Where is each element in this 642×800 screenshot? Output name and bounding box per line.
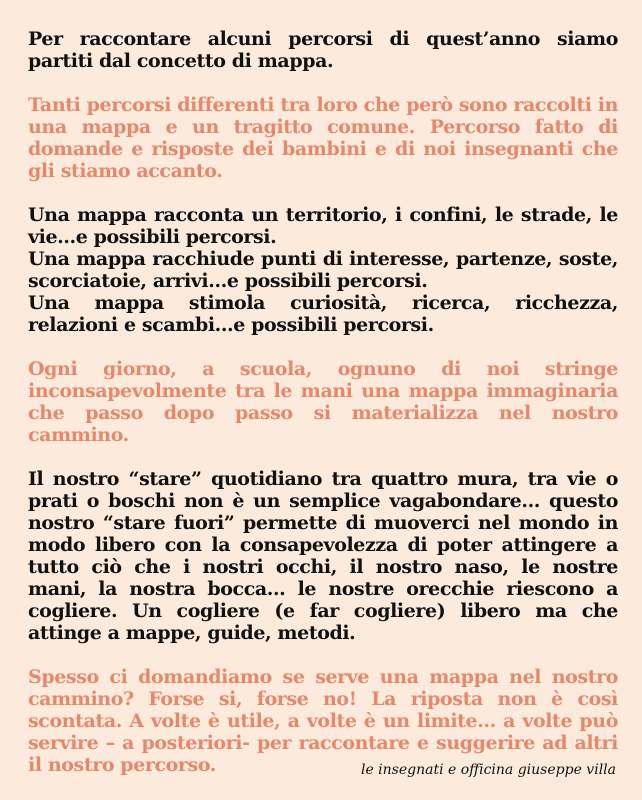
paragraph-line: Ogni giorno, a scuola, ognuno di noi stringe inconsapevolmente tra le mani una mappa immaginaria che passo dopo passo si materializza nel nostro cammino.	[28, 358, 618, 446]
paragraph-spesso	[28, 666, 618, 776]
paragraph-line: Spesso ci domandiamo se serve una mappa nel nostro cammino? Forse si, forse no! La riposta non è così scontata. A volte è utile, a volte è un limite… a volte può servire – a posteriori- per raccontare e suggerire ad altri il nostro percorso.	[28, 666, 618, 776]
paragraph-mappa	[28, 204, 618, 336]
paragraph-percorsi	[28, 94, 618, 182]
paragraph-line: Una mappa racchiude punti di interesse, partenze, soste, scorciatoie, arrivi…e possibili percorsi.	[28, 248, 618, 292]
paragraph-line: Una mappa racconta un territorio, i confini, le strade, le vie…e possibili percorsi.	[28, 204, 618, 248]
paragraph-line: Il nostro “stare” quotidiano tra quattro mura, tra vie o prati o boschi non è un semplice vagabondare… questo nostro “stare fuori” permette di muoverci nel mondo in modo libero con la consapevolezza di poter attingere a tutto ciò che i nostri occhi, il nostro naso, le nostre mani, la nostra bocca… le nostre orecchie riescono a cogliere. Un cogliere (e far cogliere) libero ma che attinge a mappe, guide, metodi.	[28, 468, 618, 644]
paragraph-line: Una mappa stimola curiosità, ricerca, ricchezza, relazioni e scambi…e possibili percorsi.	[28, 292, 618, 336]
paragraph-line: Tanti percorsi differenti tra loro che però sono raccolti in una mappa e un tragitto comune. Percorso fatto di domande e risposte dei bambini e di noi insegnanti che gli stiamo accanto.	[28, 94, 618, 182]
paragraph-ogni-giorno	[28, 358, 618, 446]
paragraph-intro	[28, 28, 618, 72]
paragraph-line: Per raccontare alcuni percorsi di quest’anno siamo partiti dal concetto di mappa.	[28, 28, 618, 72]
paragraph-stare	[28, 468, 618, 644]
text-body	[28, 28, 618, 798]
signature: le insegnati e officina giuseppe villa	[360, 762, 616, 778]
